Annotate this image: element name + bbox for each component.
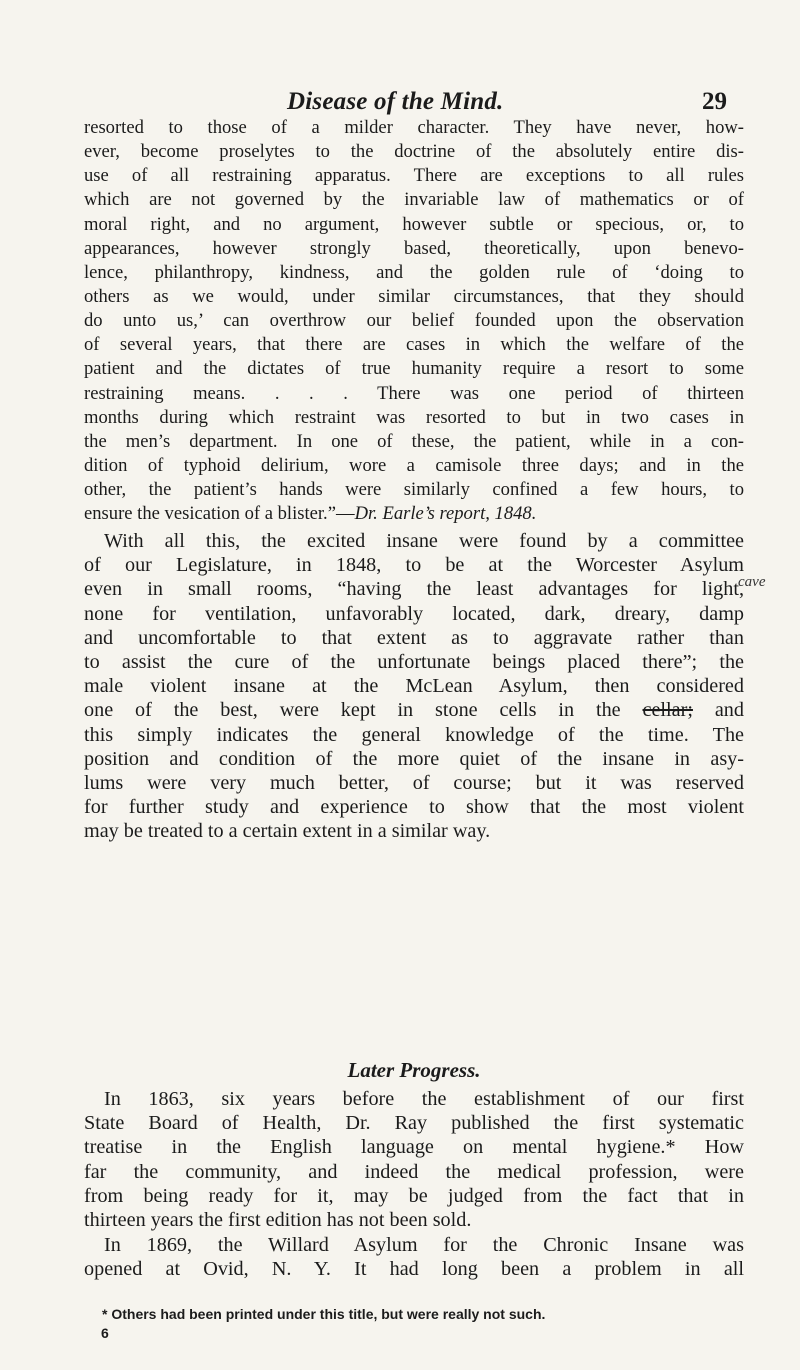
text-fragment: one of the best, were kept in stone cells in the — [84, 699, 643, 722]
handwritten-note: cave — [738, 574, 766, 590]
section-heading: Later Progress. — [347, 1058, 481, 1082]
text-line: and uncomfortable to that extent as to aggravate rather than — [84, 626, 744, 649]
text-line: months during which restraint was resorted to but in two cases in — [84, 406, 744, 428]
paragraph-willard — [84, 1233, 744, 1281]
text-line: position and condition of the more quiet of the insane in asy- — [84, 747, 744, 770]
text-line: use of all restraining apparatus. There are exceptions to all rules — [84, 165, 744, 187]
citation: Dr. Earle’s report, 1848. — [354, 503, 537, 525]
text-line: from being ready for it, may be judged from the fact that in — [84, 1184, 744, 1207]
text-line: far the community, and indeed the medical profession, were — [84, 1160, 744, 1183]
struck-word: cellar; — [642, 699, 693, 722]
text-line: appearances, however strongly based, theoretically, upon benevo- — [84, 237, 744, 259]
text-line: dition of typhoid delirium, wore a camisole three days; and in the — [84, 454, 744, 476]
text-line: the men’s department. In one of these, the patient, while in a con- — [84, 430, 744, 452]
text-fragment: ensure the vesication of a blister.”— — [84, 503, 355, 525]
paragraph-worcester — [84, 529, 744, 843]
text-line: thirteen years the first edition has not been sold. — [84, 1208, 472, 1231]
text-line: even in small rooms, “having the least advantages for light, — [84, 578, 744, 601]
running-title: Disease of the Mind. — [287, 88, 504, 115]
text-line: opened at Ovid, N. Y. It had long been a problem in all — [84, 1258, 744, 1281]
paragraph-later-progress — [84, 1087, 744, 1232]
text-line: resorted to those of a milder character. They have never, how- — [84, 117, 744, 138]
text-line: treatise in the English language on mental hygiene.* How — [84, 1136, 744, 1159]
text-line: other, the patient’s hands were similarly confined a few hours, to — [84, 479, 744, 501]
text-line — [84, 502, 744, 526]
text-line — [84, 698, 744, 722]
text-line: ever, become proselytes to the doctrine of the absolutely entire dis- — [84, 141, 744, 163]
text-line: do unto us,’ can overthrow our belief founded upon the observation — [84, 310, 744, 332]
text-line: which are not governed by the invariable law of mathematics or of — [84, 189, 744, 211]
text-line: this simply indicates the general knowledge of the time. The — [84, 723, 744, 746]
page-number: 29 — [702, 88, 727, 115]
text-line: none for ventilation, unfavorably located, dark, dreary, damp — [84, 602, 744, 625]
text-fragment: and — [692, 699, 744, 722]
text-line: restraining means. . . . There was one period of thirteen — [84, 382, 744, 404]
signature-mark: 6 — [101, 1325, 109, 1341]
text-line: patient and the dictates of true humanity require a resort to some — [84, 358, 744, 380]
text-line: for further study and experience to show that the most violent — [84, 796, 744, 819]
text-line: to assist the cure of the unfortunate beings placed there”; the — [84, 650, 744, 673]
footnote: * Others had been printed under this title, but were really not such. — [102, 1306, 546, 1322]
text-line: of several years, that there are cases in which the welfare of the — [84, 334, 744, 356]
text-line: moral right, and no argument, however subtle or specious, or, to — [84, 213, 744, 235]
text-line: lence, philanthropy, kindness, and the golden rule of ‘doing to — [84, 261, 744, 283]
text-line: State Board of Health, Dr. Ray published the first systematic — [84, 1112, 744, 1135]
text-line: With all this, the excited insane were found by a committee — [104, 530, 744, 552]
text-line: may be treated to a certain extent in a similar way. — [84, 820, 491, 843]
text-line: lums were very much better, of course; but it was reserved — [84, 771, 744, 794]
text-line: others as we would, under similar circumstances, that they should — [84, 285, 744, 307]
text-line: of our Legislature, in 1848, to be at the Worcester Asylum — [84, 554, 744, 577]
text-line: male violent insane at the McLean Asylum, then considered — [84, 675, 744, 698]
text-line: In 1869, the Willard Asylum for the Chronic Insane was — [104, 1234, 744, 1256]
text-line: In 1863, six years before the establishment of our first — [104, 1088, 744, 1110]
paragraph-quotation — [84, 116, 744, 526]
